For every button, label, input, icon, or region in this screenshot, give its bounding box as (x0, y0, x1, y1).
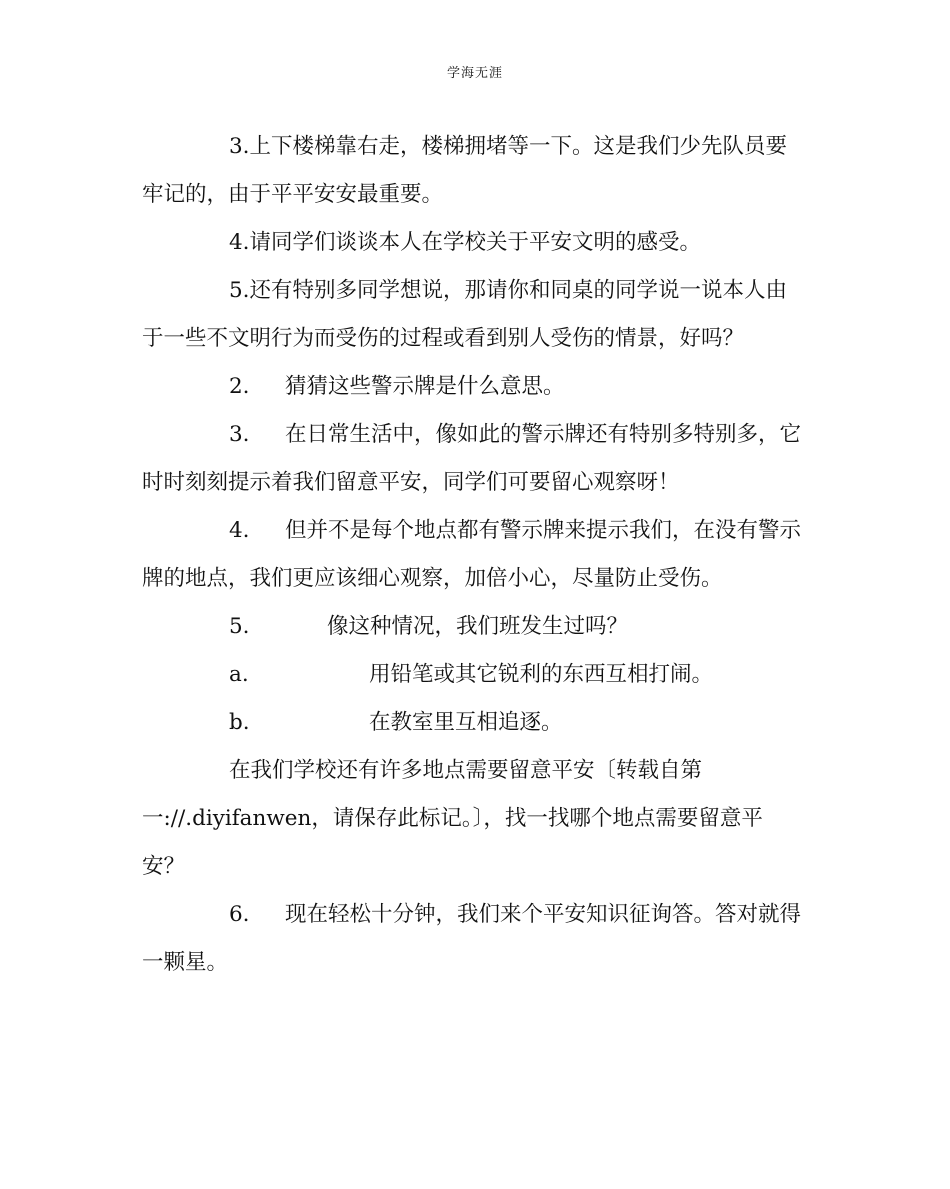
item-letter: b. (229, 710, 250, 735)
item-text: 在教室里互相追逐。 (369, 710, 563, 735)
item-text: 猜猜这些警示牌是什么意思。 (285, 374, 565, 399)
paragraph-line: 一颗星。 (142, 950, 229, 975)
lettered-item (142, 656, 810, 704)
paragraph-line: 3.上下楼梯靠右走，楼梯拥堵等一下。这是我们少先队员要 (229, 134, 788, 159)
numbered-item (142, 608, 810, 656)
numbered-item (142, 896, 810, 944)
item-number: 3. (229, 422, 250, 447)
lettered-item (142, 704, 810, 752)
paragraph-line: 4.请同学们谈谈本人在学校关于平安文明的感受。 (229, 230, 702, 255)
paragraph-line: 牢记的，由于平平安安最重要。 (142, 182, 444, 207)
document-body (142, 128, 810, 992)
item-number: 5. (229, 614, 250, 639)
item-number: 2. (229, 374, 250, 399)
paragraph-line: 安？ (142, 854, 186, 879)
paragraph-line: 一://.diyifanwen，请保存此标记。〕，找一找哪个地点需要留意平 (142, 806, 763, 831)
paragraph-line: 时时刻刻提示着我们留意平安，同学们可要留心观察呀！ (142, 470, 680, 495)
item-text: 像这种情况，我们班发生过吗？ (327, 614, 629, 639)
item-text: 现在轻松十分钟，我们来个平安知识征询答。答对就得 (285, 902, 802, 927)
paragraph-line: 在我们学校还有许多地点需要留意平安〔转载自第 (229, 758, 703, 783)
page-header: 学海无涯 (446, 66, 503, 81)
item-text: 用铅笔或其它锐利的东西互相打闹。 (369, 662, 714, 687)
item-text: 在日常生活中，像如此的警示牌还有特别多特别多，它 (285, 422, 802, 447)
item-number: 6. (229, 902, 250, 927)
item-letter: a. (229, 662, 249, 687)
paragraph-line: 5.还有特别多同学想说，那请你和同桌的同学说一说本人由 (229, 278, 788, 303)
paragraph-line: 于一些不文明行为而受伤的过程或看到别人受伤的情景，好吗？ (142, 326, 745, 351)
item-number: 4. (229, 518, 250, 543)
numbered-item (142, 368, 810, 416)
numbered-item (142, 512, 810, 560)
item-text: 但并不是每个地点都有警示牌来提示我们，在没有警示 (285, 518, 802, 543)
paragraph-line: 牌的地点，我们更应该细心观察，加倍小心，尽量防止受伤。 (142, 566, 723, 591)
numbered-item (142, 416, 810, 464)
